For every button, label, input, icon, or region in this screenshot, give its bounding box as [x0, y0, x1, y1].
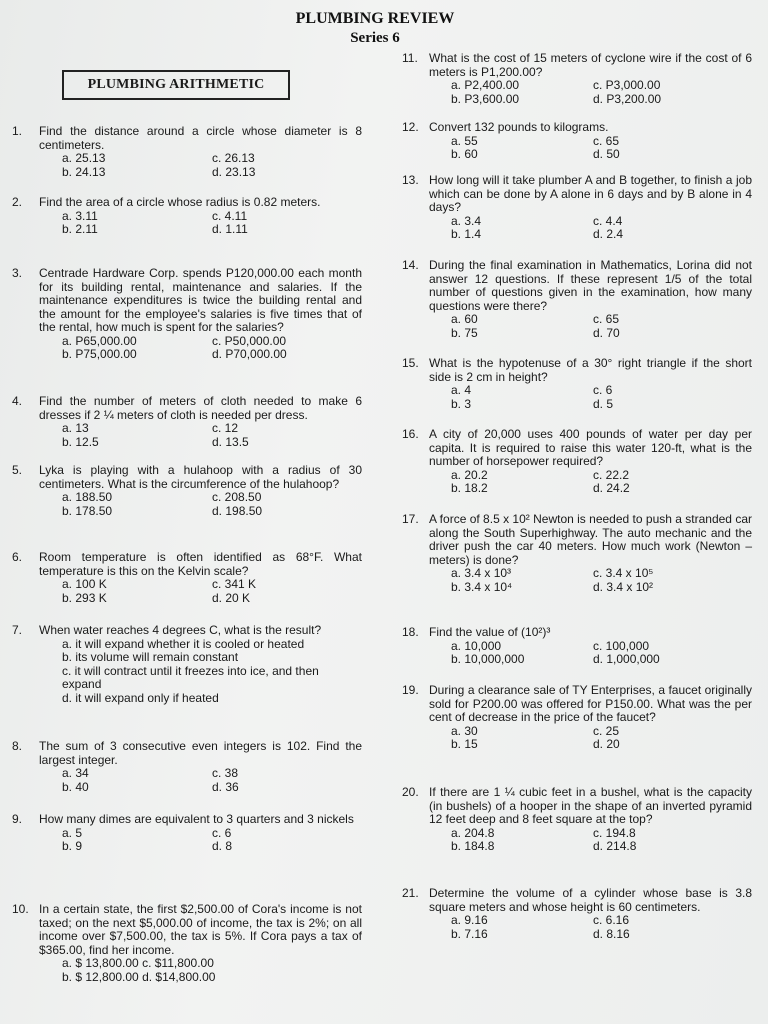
option: a. 188.50	[62, 490, 113, 504]
question-13: 13. How long will it take plumber A and B together, to finish a job which can be done by A alone in 6 days and by B alone in 4 days? a. 3.4 c. 4.4 b. 1.4 d. 2.4	[402, 173, 752, 241]
question-11: 11. What is the cost of 15 meters of cyclone wire if the cost of 6 meters is P1,200.00? a. P2,400.00 c. P3,000.00 b. P3,600.00 d. P3,200.00	[402, 51, 752, 106]
option: a. it will expand whether it is cooled or heated	[62, 636, 305, 651]
option: a. 20.2	[451, 467, 488, 482]
option: d. 20	[593, 737, 620, 751]
option: a. 3.4 x 10³	[451, 566, 512, 580]
option: a. $ 13,800.00 c. $11,800.00	[62, 956, 214, 970]
option: b. 3.4 x 10⁴	[451, 579, 513, 594]
option: a. P2,400.00	[451, 78, 520, 92]
option: b. $ 12,800.00 d. $14,800.00	[62, 969, 216, 984]
question-17: 17. A force of 8.5 x 10² Newton is needed to push a stranded car along the South Superhighway. The auto mechanic and the driver push the car 40 meters. How much work (Newton – meters) is done? a. 3.4 x 10³ c. 3.4 x 10⁵ b. 3.4 x 10⁴ d. 3.4 x 10²	[402, 512, 752, 594]
question-1: 1. Find the distance around a circle whose diameter is 8 centimeters. a. 25.13 c. 26.13 b. 24.13 d. 23.13	[12, 124, 362, 179]
option: b. 178.50	[62, 503, 113, 518]
option: b. 60	[451, 147, 478, 161]
option: a. 60	[451, 312, 478, 326]
option: a. 25.13	[62, 151, 106, 165]
option: a. P65,000.00	[62, 333, 137, 348]
option: d. P3,200.00	[593, 91, 662, 106]
question-14: 14. During the final examination in Mathematics, Lorina did not answer 12 questions. If these represent 1/5 of the total number of questions given in the examination, how many questions were there? a. 60 c. 65 b. 75 d. 70	[402, 258, 752, 340]
option: b. 12.5	[62, 434, 99, 449]
option: d. 8	[212, 839, 233, 853]
option: d. 24.2	[593, 481, 630, 495]
question-19: 19. During a clearance sale of TY Enterprises, a faucet originally sold for P200.00 was offered for P150.00. What was the per cent of decrease in the price of the faucet? a. 30 c. 25 b. 15 d. 20	[402, 683, 752, 751]
option: d. 5	[593, 396, 614, 411]
option: c. 6	[593, 383, 613, 397]
option: b. 40	[62, 779, 89, 794]
option: d. 20 K	[212, 590, 251, 605]
option: b. 184.8	[451, 839, 495, 853]
question-21: 21. Determine the volume of a cylinder whose base is 3.8 square meters and whose height is 60 centimeters. a. 9.16 c. 6.16 b. 7.16 d. 8.16	[402, 886, 752, 941]
option: d. 1,000,000	[593, 652, 660, 666]
option: b. 293 K	[62, 590, 107, 605]
option: c. 341 K	[212, 577, 257, 591]
option: d. 198.50	[212, 503, 263, 518]
option: a. 3.11	[62, 208, 98, 223]
option: a. 204.8	[451, 825, 495, 840]
option: c. 65	[593, 312, 620, 326]
question-16: 16. A city of 20,000 uses 400 pounds of water per day per capita. It is required to raise this water 120-ft, what is the number of horsepower required? a. 20.2 c. 22.2 b. 18.2 d. 24.2	[402, 427, 752, 495]
document-title: PLUMBING REVIEW	[295, 10, 455, 27]
option: c. 22.2	[593, 467, 630, 482]
option: d. 36	[212, 779, 239, 794]
option: b. 7.16	[451, 926, 488, 941]
option: a. 100 K	[62, 577, 107, 591]
question-4: 4. Find the number of meters of cloth needed to make 6 dresses if 2 ¼ meters of cloth is needed per dress. a. 13 c. 12 b. 12.5 d. 13.5	[12, 394, 362, 449]
option: a. 3.4	[451, 213, 482, 228]
option: c. 25	[593, 723, 620, 738]
option: a. 10,000	[451, 638, 502, 653]
option: a. 9.16	[451, 913, 488, 927]
option: a. 34	[62, 766, 89, 780]
option: b. P3,600.00	[451, 91, 520, 106]
option: b. 75	[451, 325, 478, 340]
option: b. 24.13	[62, 164, 106, 179]
option: a. 55	[451, 133, 478, 148]
option: c. 3.4 x 10⁵	[593, 566, 654, 580]
document-subtitle: Series 6	[350, 30, 400, 46]
question-15: 15. What is the hypotenuse of a 30° right triangle if the short side is 2 cm in height? a. 4 c. 6 b. 3 d. 5	[402, 356, 752, 411]
question-7: 7. When water reaches 4 degrees C, what is the result? a. it will expand whether it is cooled or heated b. its volume will remain constant c. it will contract until it freezes into ice, and then expand d. it will expand only if heated	[12, 624, 362, 705]
question-8: 8. The sum of 3 consecutive even integers is 102. Find the largest integer. a. 34 c. 38 b. 40 d. 36	[12, 739, 362, 794]
option: d. 70	[593, 325, 620, 340]
option: a. 13	[62, 421, 89, 435]
option: b. P75,000.00	[62, 347, 137, 361]
option: c. 194.8	[593, 825, 636, 840]
option: b. 9	[62, 839, 83, 853]
option: d. 8.16	[593, 926, 630, 941]
question-20: 20. If there are 1 ¼ cubic feet in a bushel, what is the capacity (in bushels) of a hooper in the shape of an inverted pyramid 12 feet deep and 8 feet square at the top? a. 204.8 c. 194.8 b. 184.8 d. 214.8	[402, 785, 752, 853]
option: b. 1.4	[451, 227, 482, 241]
option: b. 18.2	[451, 481, 488, 495]
option: d. it will expand only if heated	[62, 690, 219, 705]
option: c. 65	[593, 133, 620, 148]
question-3: 3. Centrade Hardware Corp. spends P120,000.00 each month for its building rental, maintenance and salaries. If the maintenance expenditures is twice the building rental and the amount for the employee's salaries is five times that of the rental, how much is spent for the salaries? a. P65,000.00 c. P50,000.00 b. P75,000.00 d. P70,000.00	[12, 266, 362, 361]
option: d. 1.11	[212, 222, 248, 236]
question-2: 2. Find the area of a circle whose radius is 0.82 meters. a. 3.11 c. 4.11 b. 2.11 d. 1.11	[12, 196, 362, 237]
option: c. 26.13	[212, 151, 255, 165]
option: d. 214.8	[593, 839, 637, 853]
option: b. 3	[451, 396, 472, 411]
option: d. 50	[593, 147, 620, 161]
question-12: 12. Convert 132 pounds to kilograms. a. 55 c. 65 b. 60 d. 50	[402, 121, 752, 162]
option: d. 13.5	[212, 434, 249, 449]
option: c. 38	[212, 766, 239, 780]
option: c. 6	[212, 825, 232, 840]
option: a. 4	[451, 383, 472, 397]
option: c. it will contract until it freezes into ice, and then expand	[62, 663, 319, 691]
option: c. P50,000.00	[212, 333, 287, 348]
option: c. 4.4	[593, 213, 623, 228]
option: c. 12	[212, 421, 239, 435]
option: d. 23.13	[212, 164, 256, 179]
option: b. 15	[451, 737, 478, 751]
section-heading: PLUMBING ARITHMETIC	[62, 70, 290, 100]
option: c. 6.16	[593, 913, 630, 927]
question-6: 6. Room temperature is often identified as 68°F. What temperature is this on the Kelvin scale? a. 100 K c. 341 K b. 293 K d. 20 K	[12, 550, 362, 605]
option: d. 2.4	[593, 227, 624, 241]
option: c. 4.11	[212, 208, 248, 223]
option: b. 2.11	[62, 222, 98, 236]
option: c. P3,000.00	[593, 78, 661, 92]
option: c. 208.50	[212, 490, 262, 504]
option: c. 100,000	[593, 638, 650, 653]
option: a. 30	[451, 723, 478, 738]
option: b. its volume will remain constant	[62, 650, 239, 664]
option: d. P70,000.00	[212, 347, 287, 361]
question-9: 9. How many dimes are equivalent to 3 quarters and 3 nickels a. 5 c. 6 b. 9 d. 8	[12, 813, 362, 854]
question-10: 10. In a certain state, the first $2,500.00 of Cora's income is not taxed; on the next $5,000.00 of income, the tax is 2%; on all income over $7,500.00, the tax is 5%. If Cora pays a tax of $365.00, find her income. a. $ 13,800.00 c. $11,800.00 b. $ 12,800.00 d. $14,800.00	[12, 902, 362, 984]
option: d. 3.4 x 10²	[593, 579, 654, 594]
question-18: 18. Find the value of (10²)³ a. 10,000 c. 100,000 b. 10,000,000 d. 1,000,000	[402, 626, 752, 667]
option: a. 5	[62, 825, 83, 840]
option: b. 10,000,000	[451, 652, 525, 666]
question-5: 5. Lyka is playing with a hulahoop with a radius of 30 centimeters. What is the circumference of the hulahoop? a. 188.50 c. 208.50 b. 178.50 d. 198.50	[12, 463, 362, 518]
